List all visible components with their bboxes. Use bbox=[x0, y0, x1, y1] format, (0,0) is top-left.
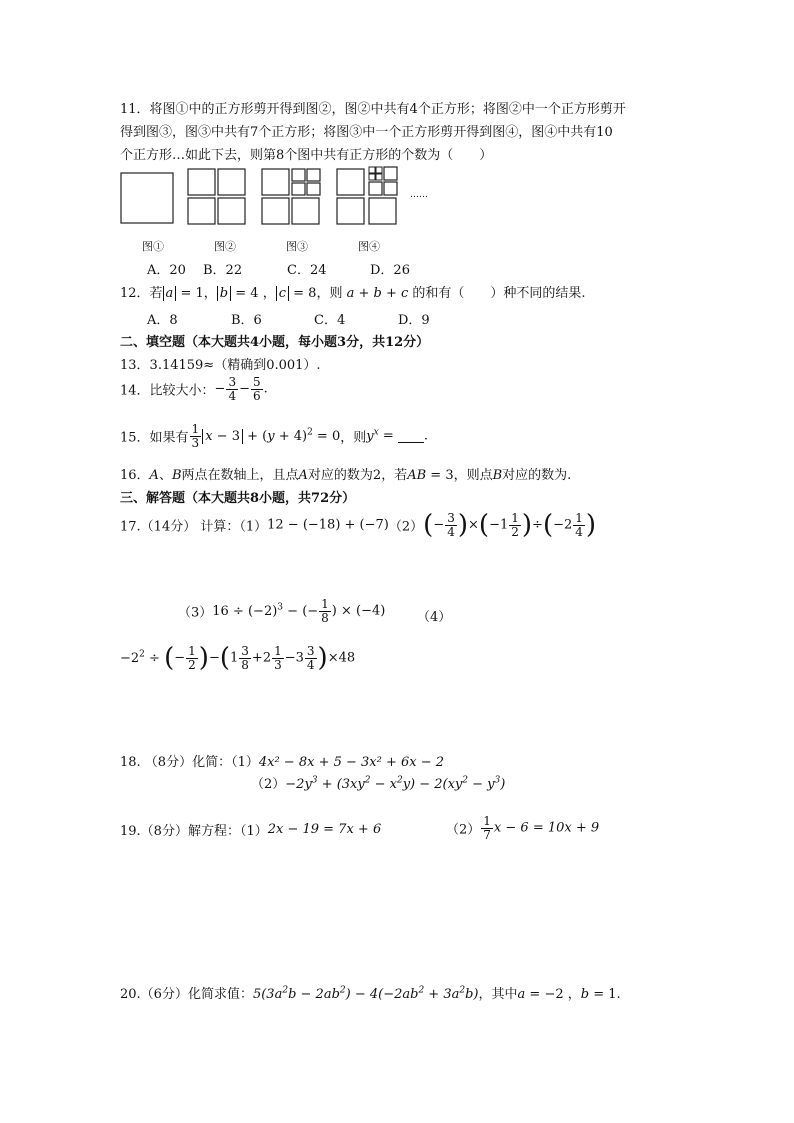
q11-line3: 个正方形…如此下去，则第8个图中共有正方形的个数为（ ） bbox=[120, 148, 493, 163]
q14-line: 14．比较大小：− $\frac{3}{4}$ − $\frac{5}{6}$ . bbox=[120, 375, 268, 403]
q11-option-b: B．22 bbox=[203, 263, 243, 278]
figure-1-square bbox=[120, 172, 176, 226]
q17-prefix: 17.（14分） 计算：（1） bbox=[120, 519, 268, 535]
section-3-heading: 三、解答题（本大题共8小题，共72分） bbox=[120, 491, 356, 506]
q12-c-value: 8 bbox=[308, 286, 317, 301]
q16-line: 16．A、B两点在数轴上，且点A对应的数为2，若AB = 3，则点B对应的数为. bbox=[120, 468, 572, 483]
q16-c: 对应的数为2，若 bbox=[307, 468, 408, 483]
abs-b: b bbox=[217, 286, 231, 301]
q17-part1: 12 − (−18) + (−7) bbox=[267, 517, 389, 533]
q14-prefix: 14．比较大小： bbox=[120, 383, 215, 399]
q16-e: 对应的数为. bbox=[502, 468, 572, 483]
abs-a: a bbox=[163, 286, 177, 301]
q12-option-d: D．9 bbox=[398, 313, 430, 328]
q12-suffix: 的和有（ ）种不同的结果. bbox=[412, 286, 586, 301]
q18-p2-label: （2） bbox=[251, 777, 286, 792]
q17-p4-label: （4） bbox=[417, 610, 452, 625]
q12-option-b: B．6 bbox=[231, 313, 262, 328]
q19-line bbox=[120, 820, 381, 839]
q12-prefix: 12．若 bbox=[120, 286, 163, 301]
figure-ellipsis: …… bbox=[410, 190, 428, 200]
q18-prefix: 18. （8分）化简：（1） bbox=[120, 755, 259, 770]
q15-mid: ，则 bbox=[340, 430, 367, 446]
figure-3-caption: 图③ bbox=[286, 240, 308, 253]
q12-option-c: C．4 bbox=[314, 313, 346, 328]
q11-option-a: A．20 bbox=[147, 263, 186, 278]
q13-value: 3.14159≈ bbox=[149, 358, 215, 373]
q13-line bbox=[120, 354, 321, 373]
q13-prefix: 13． bbox=[120, 358, 150, 373]
q16-d: ，则点 bbox=[453, 468, 493, 483]
q16-a: 16． bbox=[120, 468, 150, 483]
q12-b-value: 4 bbox=[250, 286, 259, 301]
q19-prefix: 19.（8分）解方程：（1） bbox=[120, 824, 268, 839]
q19-part2: （2） $\frac{1}{7}$ x − 6 = 10x + 9 bbox=[446, 814, 600, 842]
figure-3-squares bbox=[261, 168, 323, 226]
q12-line: 12．若 a = 1， b = 4 ， c = 8，则 a + b + c 的和有（ ）种不同的结果. bbox=[120, 286, 586, 301]
q17-part4: $-2^2$ ÷ (− $\frac{1}{2}$ )−(1 $\frac{3}{8}$ +2 $\frac{1}{3}$ −3 $\frac{3}{4}$ )×48 bbox=[120, 643, 356, 674]
q17-p2-label: （2） bbox=[388, 519, 424, 535]
figure-2-caption: 图② bbox=[214, 240, 236, 253]
abs-c: c bbox=[276, 286, 289, 301]
q11-line1: 11．将图①中的正方形剪开得到图②，图②中共有4个正方形；将图②中一个正方形剪开 bbox=[120, 102, 626, 117]
q20-line: 20.（6分）化简求值：$5(3a^2b - 2ab^2) - 4(-2ab^2 + 3a^2b)$，其中a = −2 ，b = 1. bbox=[120, 985, 621, 1002]
q19-p2-label: （2） bbox=[446, 822, 481, 838]
figure-4-caption: 图④ bbox=[358, 240, 380, 253]
fraction-1-3: $\frac{1}{3}$ bbox=[191, 422, 200, 450]
figure-4-squares bbox=[336, 166, 402, 226]
q15-end: . bbox=[423, 428, 428, 444]
q17-part3: $(3)16 \div (-2)^3$ − (− $\frac{1}{8}$ ) × (−4) bbox=[178, 597, 386, 625]
figure-2-squares bbox=[187, 168, 247, 226]
q12-option-a: A．8 bbox=[147, 313, 178, 328]
figure-1-caption: 图① bbox=[142, 240, 164, 253]
q11-option-d: D．26 bbox=[370, 263, 410, 278]
q16-b: 两点在数轴上，且点 bbox=[181, 468, 299, 483]
q15-prefix: 15．如果有 bbox=[120, 430, 189, 446]
q19-part1: 2x − 19 = 7x + 6 bbox=[267, 822, 382, 837]
q15-line: 15．如果有 $\frac{1}{3}$ $x - 3 + (y + 4)^2 = 0$，则$y^x$ = . bbox=[120, 422, 428, 450]
q20-prefix: 20.（6分）化简求值： bbox=[120, 987, 253, 1002]
q17-p3-label: （3） bbox=[178, 605, 213, 621]
q18-line1 bbox=[120, 751, 444, 770]
q12-a-value: 1 bbox=[195, 286, 204, 301]
q18-line2: $(2)-2y^3 + (3xy^2 - x^2y) - 2(xy^2 - y^3)$ bbox=[251, 775, 506, 792]
q18-part1: 4x² − 8x + 5 − 3x² + 6x − 2 bbox=[258, 755, 445, 770]
fraction-3-4: $\frac{3}{4}$ bbox=[228, 375, 237, 403]
q12-sum-expr: a + b + c bbox=[342, 286, 413, 301]
q20-suffix: ，其中 bbox=[478, 987, 518, 1002]
q13-suffix: （精确到0.001）. bbox=[214, 358, 321, 373]
q17-line: 17.（14分） 计算：（1）12 − (−18) + (−7)（2）(− $\frac{3}{4}$ )×(−1 $\frac{1}{2}$ )÷(−2 $\frac{1}{4}$ ) bbox=[120, 510, 597, 541]
q15-answer-blank[interactable] bbox=[398, 430, 424, 443]
q11-line2: 得到图③，图③中共有7个正方形；将图③中一个正方形剪开得到图④，图④中共有10 bbox=[120, 125, 613, 140]
q12-mid: ，则 bbox=[316, 286, 343, 301]
section-2-heading: 二、填空题（本大题共4小题，每小题3分，共12分） bbox=[120, 335, 430, 350]
q11-option-c: C．24 bbox=[287, 263, 327, 278]
fraction-5-6: $\frac{5}{6}$ bbox=[253, 375, 261, 403]
